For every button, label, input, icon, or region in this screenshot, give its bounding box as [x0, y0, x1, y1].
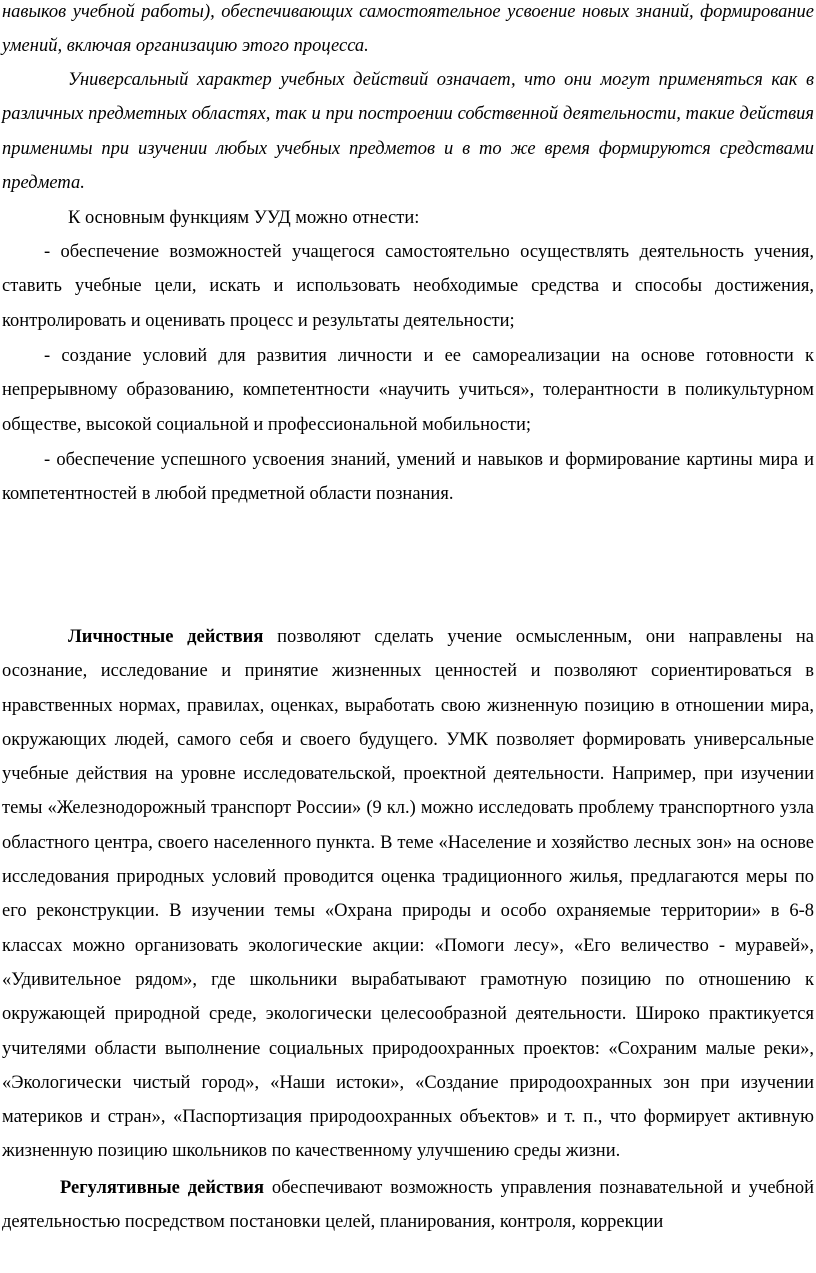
personal-actions-text: позволяют сделать учение осмысленным, они направлены на осознание, исследование и принятие жизненных ценностей и позволяют сориентироваться в нравственных нормах, правилах, оценках, выработать свою жизненную позицию в отношении мира, окружающих людей, самого себя и своего будущего. УМК позволяет формировать универсальные учебные действия на уровне исследовательской, проектной деятельности. Например, при изучении темы «Железнодорожный транспорт России» (9 кл.) можно исследовать проблему транспортного узла областного центра, своего населенного пункта. В теме «Население и хозяйство лесных зон» на основе исследования природных условий проводится оценка традиционного жилья, предлагаются меры по его реконструкции. В изучении темы «Охрана природы и особо охраняемые территории» в 6-8 классах можно организовать экологические акции: «Помоги лесу», «Его величество - муравей», «Удивительное рядом», где школьники вырабатывают грамотную позицию по отношению к окружающей природной среде, экологически целесообразной деятельности. Широко практикуется учителями области выполнение социальных природоохранных проектов: «Сохраним малые реки», «Экологически чистый город», «Наши истоки», «Создание природоохранных зон при изучении материков и стран», «Паспортизация природоохранных объектов» и т. п., что формирует активную жизненную позицию школьников по качественному улучшению среды жизни. [2, 627, 814, 1162]
regulatory-actions-text: обеспечивают возможность управления познавательной и учебной деятельностью посредством постановки целей, планирования, контроля, коррекции [2, 1178, 814, 1233]
personal-actions-paragraph [2, 620, 814, 1169]
intro-continuation-paragraph: навыков учебной работы), обеспечивающих самостоятельное усвоение новых знаний, формирование умений, включая организацию этого процесса. [2, 2, 814, 57]
universal-character-paragraph: Универсальный характер учебных действий означает, что они могут применяться как в различных предметных областях, так и при построении собственной деятельности, такие действия применимы при изучении любых учебных предметов и в то же время формируются средствами предмета. [2, 70, 814, 193]
regulatory-actions-paragraph [2, 1171, 814, 1240]
function-item-2: - создание условий для развития личности и ее самореализации на основе готовности к непрерывному образованию, компетентности «научить учиться», толерантности в поликультурном обществе, высокой социальной и профессиональной мобильности; [2, 346, 814, 435]
regulatory-actions-term: Регулятивные действия [60, 1178, 264, 1198]
function-item-1: - обеспечение возможностей учащегося самостоятельно осуществлять деятельность учения, ставить учебные цели, искать и использовать необходимые средства и способы достижения, контролировать и оценивать процесс и результаты деятельности; [2, 242, 814, 331]
functions-heading: К основным функциям УУД можно отнести: [68, 208, 420, 228]
function-item-3: - обеспечение успешного усвоения знаний, умений и навыков и формирование картины мира и компетентностей в любой предметной области познания. [2, 450, 814, 505]
personal-actions-term: Личностные действия [68, 627, 264, 647]
